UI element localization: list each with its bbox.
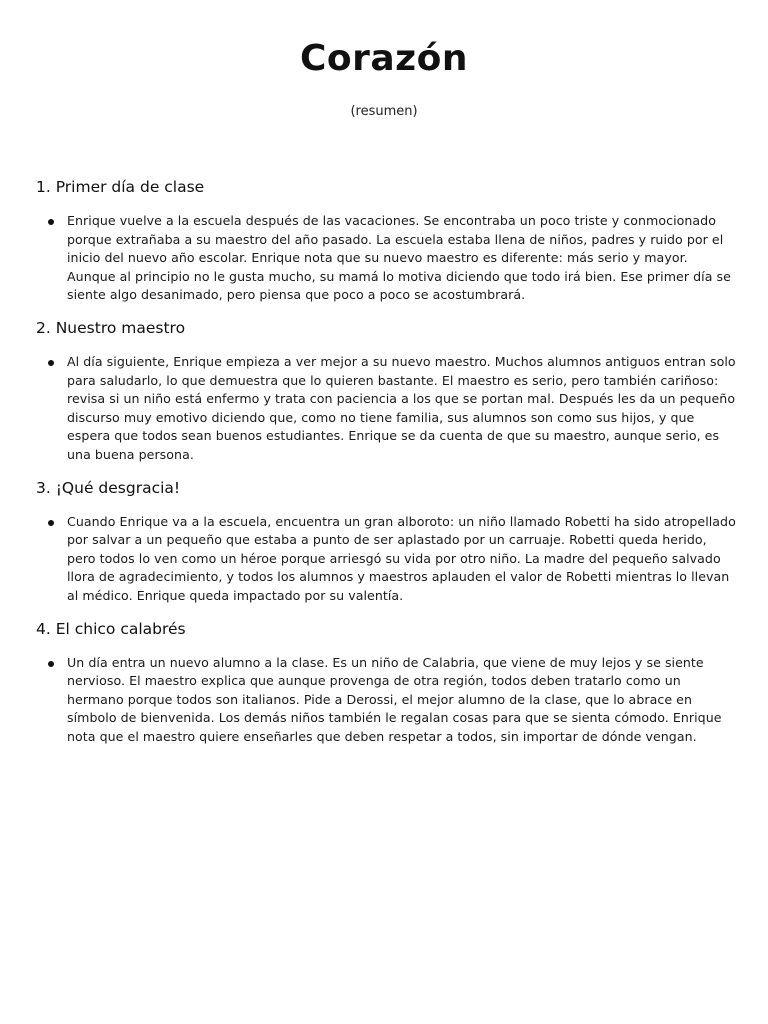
page-title: Corazón [299,38,468,79]
bullet-icon [48,360,54,366]
section-3 [36,477,736,606]
list-item [36,654,736,747]
bullet-icon [48,219,54,225]
section-heading: 1. Primer día de clase [36,178,205,196]
section-text: Al día siguiente, Enrique empieza a ver mejor a su nuevo maestro. Muchos alumnos antiguos entran solo para saludarlo, lo que demuestra que lo quieren bastante. El maestro es serio, pero también cariñoso: revisa si un niño está enfermo y trata con paciencia a los que se portan mal. Después les da un pequeño discurso muy emotivo diciendo que, como no tiene familia, sus alumnos son como sus hijos, y que espera que todos sean buenos estudiantes. Enrique se da cuenta de que su maestro, aunque serio, es una buena persona. [67,353,736,462]
section-heading: 3. ¡Qué desgracia! [36,478,181,497]
page-subtitle: (resumen) [350,104,418,119]
document-body [36,176,736,758]
section-text: Cuando Enrique va a la escuela, encuentra un gran alboroto: un niño llamado Robetti ha sido atropellado por salvar a un pequeño que estaba a punto de ser aplastado por un carruaje. Robetti queda herido, pero todos lo ven como un héroe porque arriesgó su vida por otro niño. La madre del pequeño salvado llora de agradecimiento, y todos los alumnos y maestros aplauden el valor de Robetti mientras lo llevan al médico. Enrique queda impactado por su valentía. [67,513,736,603]
list-item [36,353,736,465]
section-text: Enrique vuelve a la escuela después de las vacaciones. Se encontraba un poco triste y conmocionado porque extrañaba a su maestro del año pasado. La escuela estaba llena de niños, padres y ruido por el inicio del nuevo año escolar. Enrique nota que su nuevo maestro es diferente: más serio y mayor. Aunque al principio no le gusta mucho, su mamá lo motiva diciendo que todo irá bien. Ese primer día se siente algo desanimado, pero piensa que poco a poco se acostumbrará. [67,213,731,303]
section-2 [36,317,736,465]
list-item [36,513,736,606]
section-1 [36,176,736,305]
bullet-icon [48,661,54,667]
section-heading: 2. Nuestro maestro [36,318,186,337]
section-4 [36,618,736,747]
bullet-icon [48,520,54,526]
section-heading: 4. El chico calabrés [36,619,186,638]
list-item [36,212,736,305]
section-text: Un día entra un nuevo alumno a la clase. Es un niño de Calabria, que viene de muy lejos y se siente nervioso. El maestro explica que aunque provenga de otra región, todos deben tratarlo como un hermano porque todos son italianos. Pide a Derossi, el mejor alumno de la clase, que lo abrace en símbolo de bienvenida. Los demás niños también le regalan cosas para que se sienta cómodo. Enrique nota que el maestro quiere enseñarles que deben respetar a todos, sin importar de dónde vengan. [67,654,722,744]
